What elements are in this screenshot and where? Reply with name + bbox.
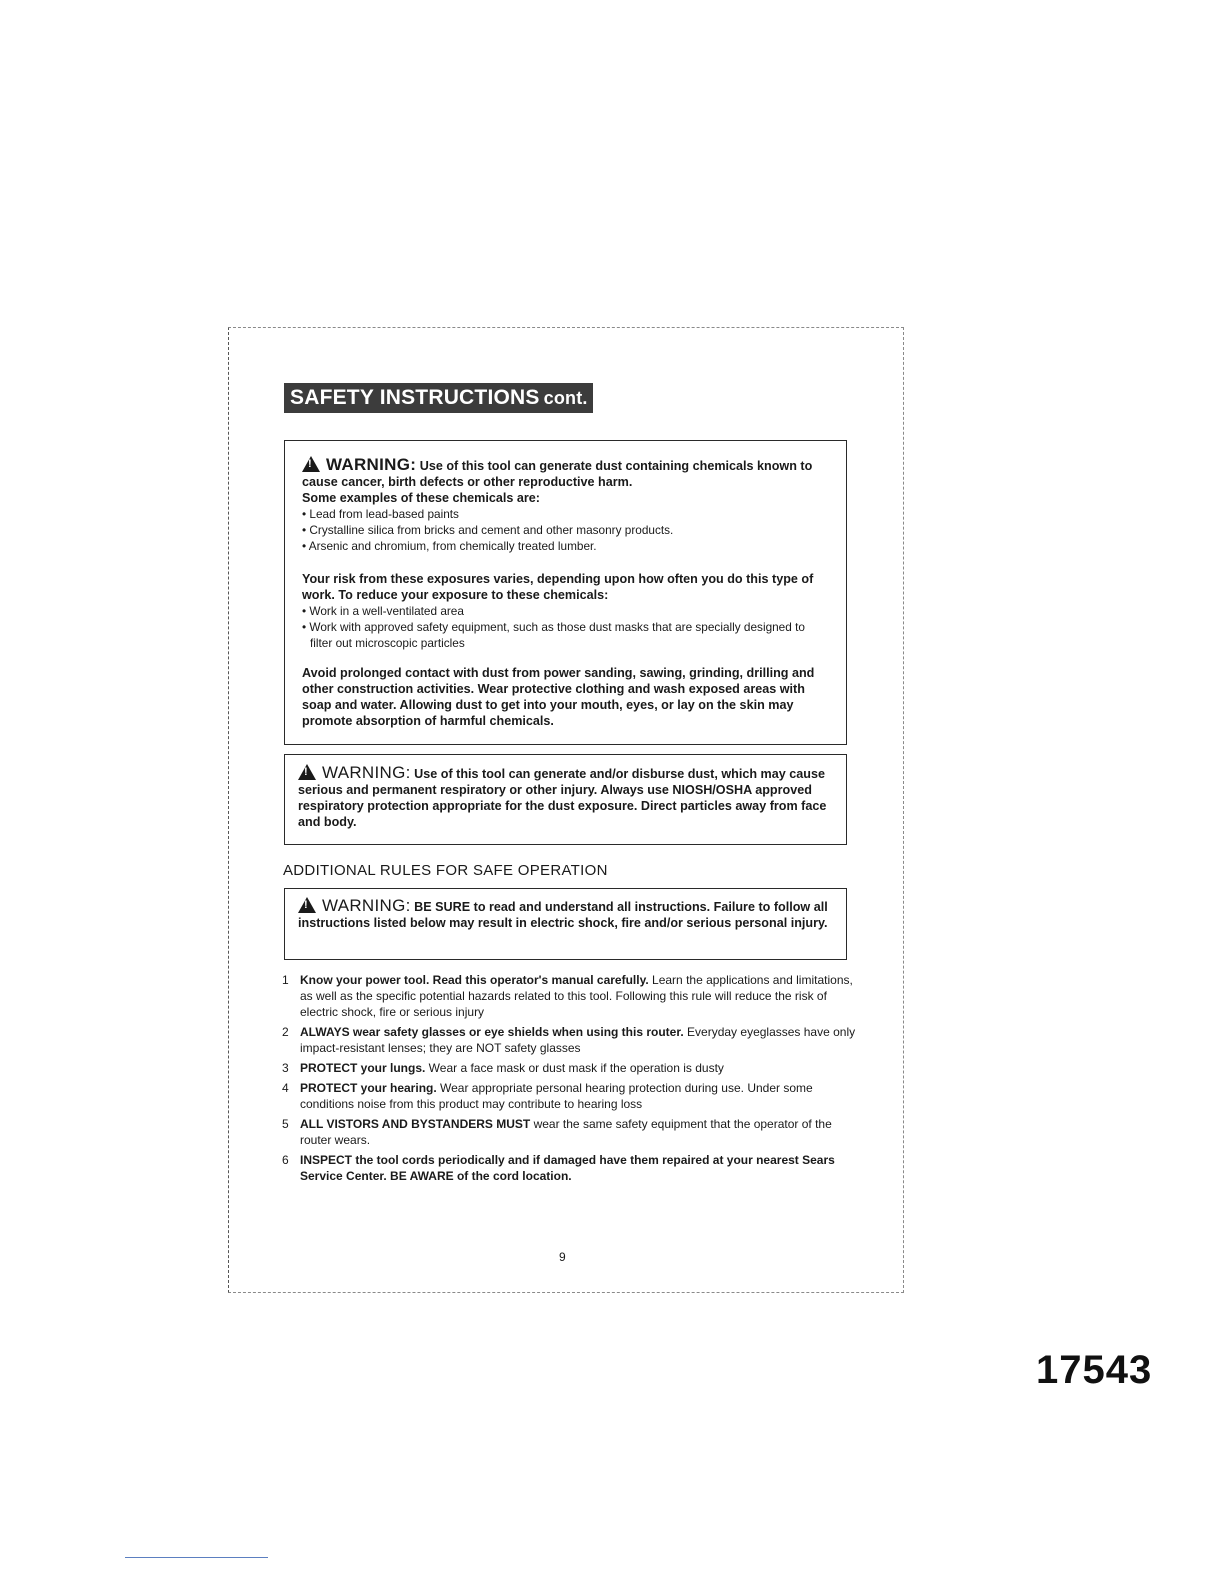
section-title: ADDITIONAL RULES FOR SAFE OPERATION: [283, 862, 608, 879]
risk-text: Your risk from these exposures varies, depending upon how often you do this type of work. To reduce your exposure to these chemicals:: [302, 572, 814, 602]
respiratory-warning-text: Use of this tool can generate and/or disburse dust, which may cause serious and permanent respiratory or other injury. Always use NIOSH/OSHA approved respiratory protection appropriate for the dust exposure. Direct particles away from face and body.: [298, 767, 827, 829]
list-item: 2 ALWAYS wear safety glasses or eye shields when using this router. Everyday eyeglasses have only impact-resistant lenses; they are NOT safety glasses: [282, 1025, 856, 1055]
list-item: 6 INSPECT the tool cords periodically and if damaged have them repaired at your nearest Sears Service Center. BE AWARE of the cord location.: [282, 1153, 835, 1183]
example-item: • Lead from lead-based paints: [302, 507, 459, 521]
warning-label: WARNING:: [322, 763, 411, 782]
instructions-warning-text: BE SURE to read and understand all instructions. Failure to follow all instructions listed below may result in electric shock, fire and/or serious personal injury.: [298, 900, 828, 930]
banner-title: SAFETY INSTRUCTIONS: [290, 386, 540, 409]
warning-triangle-icon: [302, 456, 320, 472]
chemical-warning-box: [284, 440, 847, 745]
page-number: 9: [559, 1250, 566, 1264]
instructions-warning-box: [284, 888, 847, 960]
bottom-divider: [125, 1557, 268, 1558]
warning-triangle-icon: [298, 764, 316, 780]
banner-suffix: cont.: [543, 388, 588, 408]
list-item: 5 ALL VISTORS AND BYSTANDERS MUST wear the same safety equipment that the operator of the router wears.: [282, 1117, 832, 1147]
measure-item: • Work with approved safety equipment, such as those dust masks that are specially designed to filter out microscopic particles: [302, 620, 805, 650]
warning-lead-text: Use of this tool can generate dust containing chemicals known to cause cancer, birth defects or other reproductive harm.: [302, 459, 813, 489]
list-item: 4 PROTECT your hearing. Wear appropriate personal hearing protection during use. Under some conditions noise from this product may contribute to hearing loss: [282, 1081, 813, 1111]
list-item: 1 Know your power tool. Read this operator's manual carefully. Learn the applications and limitations, as well as the specific potential hazards related to this tool. Following this rule will reduce the risk of electric shock, fire or serious injury: [282, 973, 853, 1019]
respiratory-warning-box: [284, 754, 847, 845]
section-banner: [284, 383, 593, 413]
measure-item: • Work in a well-ventilated area: [302, 604, 464, 618]
warning-label: WARNING:: [322, 896, 411, 915]
example-item: • Crystalline silica from bricks and cement and other masonry products.: [302, 523, 674, 537]
list-item: 3 PROTECT your lungs. Wear a face mask or dust mask if the operation is dusty: [282, 1061, 724, 1075]
warning-triangle-icon: [298, 897, 316, 913]
warning-label: WARNING:: [326, 455, 417, 474]
rules-list: [282, 972, 857, 1188]
example-item: • Arsenic and chromium, from chemically treated lumber.: [302, 539, 597, 553]
avoid-contact-text: Avoid prolonged contact with dust from power sanding, sawing, grinding, drilling and other construction activities. Wear protective clothing and wash exposed areas with soap and water. Allowing dust to get into your mouth, eyes, or lay on the skin may promote absorption of harmful chemicals.: [302, 666, 815, 728]
document-id: 17543: [1036, 1348, 1153, 1392]
examples-intro: Some examples of these chemicals are:: [302, 491, 540, 505]
